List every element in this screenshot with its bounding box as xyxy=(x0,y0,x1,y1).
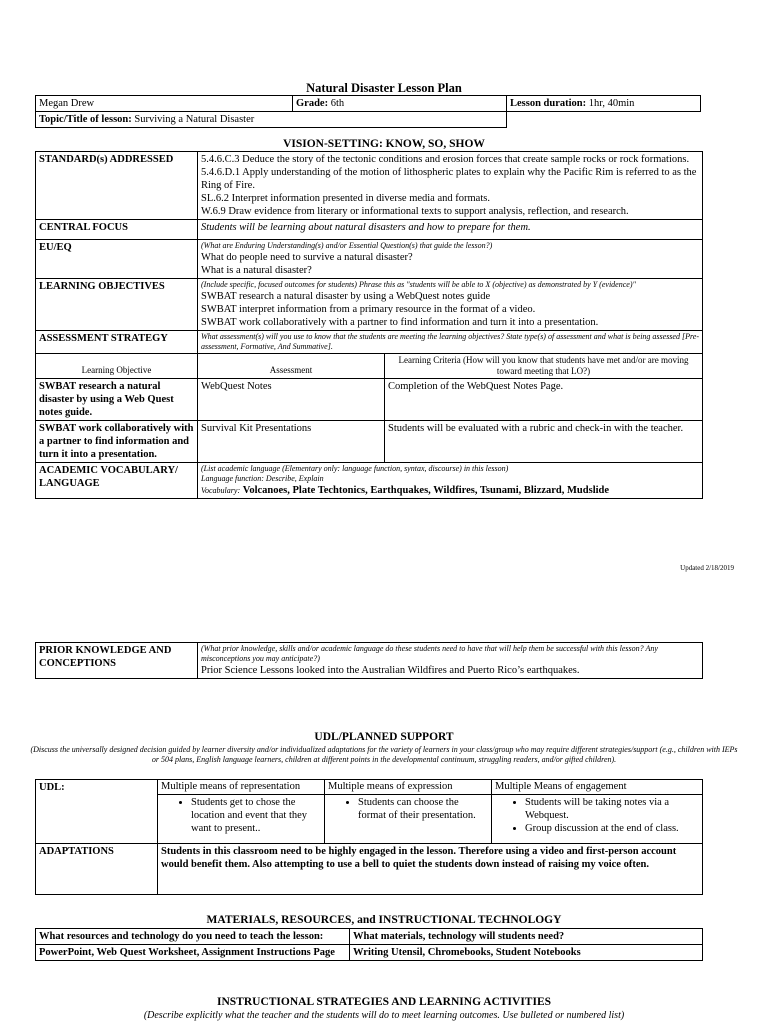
assessment-hint: What assessment(s) will you use to know that the students are meeting the learning objectives? State type(s) of assessment and what is being assessed [Pre-assessment, Formative, And Summative]. xyxy=(198,331,703,354)
vision-heading: VISION-SETTING: KNOW, SO, SHOW xyxy=(283,138,485,150)
vocab-hint: (List academic language (Elementary only: language function, syntax, discourse) in this lesson) xyxy=(201,464,509,473)
adaptations-label: ADAPTATIONS xyxy=(36,844,158,895)
table-row xyxy=(36,421,703,463)
list-item: • Students can choose the format of their presentation. xyxy=(358,796,488,822)
objectives-cell xyxy=(198,279,703,331)
udl-col2 xyxy=(325,795,492,844)
col-header-assessment: Assessment xyxy=(198,354,385,379)
header-table xyxy=(35,95,701,128)
duration-label: Lesson duration: xyxy=(510,98,587,109)
objective-item: SWBAT work collaboratively with a partner to find information and turn it into a presentation. xyxy=(201,317,599,328)
materials-heading: MATERIALS, RESOURCES, and INSTRUCTIONAL TECHNOLOGY xyxy=(206,914,562,926)
adaptations-text: Students in this classroom need to be highly engaged in the lesson. Therefore using a video and first-person account would benefit them. Also attempting to use a bell to quiet the students down instead of raising my voice often. xyxy=(158,844,703,895)
materials-question-students: What materials, technology will students need? xyxy=(350,929,703,945)
udl-hint: (Discuss the universally designed decision guided by learner diversity and/or individualized adaptations for the variety of learners in your class/group who may require different strategies/support (e.g., children with IEPs or 504 plans, English language learners, children at different points in the developmental continuum, struggling readers, and/or gifted children). xyxy=(30,745,738,764)
eueq-line: What is a natural disaster? xyxy=(201,265,312,276)
strategies-heading: INSTRUCTIONAL STRATEGIES AND LEARNING ACTIVITIES xyxy=(216,996,552,1008)
udl-table xyxy=(35,779,703,895)
list-item: • Students will be taking notes via a Webquest. xyxy=(525,796,699,822)
col-header-objective: Learning Objective xyxy=(36,354,198,379)
udl-col1 xyxy=(158,795,325,844)
vision-table xyxy=(35,151,703,499)
standard-item: SL.6.2 Interpret information presented in diverse media and formats. xyxy=(201,193,490,204)
row-criteria: Completion of the WebQuest Notes Page. xyxy=(385,379,703,421)
vocab-label: ACADEMIC VOCABULARY/ LANGUAGE xyxy=(36,463,198,499)
udl-col3 xyxy=(492,795,703,844)
list-item: • Group discussion at the end of class. xyxy=(525,822,699,835)
page-title: Natural Disaster Lesson Plan xyxy=(306,81,462,95)
row-objective: SWBAT work collaboratively with a partner to find information and turn it into a presentation. xyxy=(36,421,198,463)
list-item: • Students get to chose the location and event that they want to present.. xyxy=(191,796,321,835)
prior-label: PRIOR KNOWLEDGE AND CONCEPTIONS xyxy=(36,643,198,679)
table-row xyxy=(36,379,703,421)
objectives-label: LEARNING OBJECTIVES xyxy=(36,279,198,331)
objective-item: SWBAT research a natural disaster by using a WebQuest notes guide xyxy=(201,291,491,302)
row-assessment: Survival Kit Presentations xyxy=(198,421,385,463)
materials-answer-teacher: PowerPoint, Web Quest Worksheet, Assignment Instructions Page xyxy=(36,945,350,961)
updated-date: Updated 2/18/2019 xyxy=(680,564,734,572)
udl-heading: UDL/PLANNED SUPPORT xyxy=(314,731,454,743)
vocab-function: Language function: Describe, Explain xyxy=(201,474,324,483)
vocab-prefix: Vocabulary: xyxy=(201,486,241,495)
vocab-words: Volcanoes, Plate Techtonics, Earthquakes, Wildfires, Tsunami, Blizzard, Mudslide xyxy=(242,485,610,496)
central-focus-label: CENTRAL FOCUS xyxy=(36,220,198,240)
col-header-criteria: Learning Criteria (How will you know that students have met and/or are moving toward meeting that LO?) xyxy=(385,354,703,379)
grade-label: Grade: xyxy=(296,98,329,109)
duration-value: 1hr, 40min xyxy=(588,98,635,109)
assessment-label: ASSESSMENT STRATEGY xyxy=(36,331,198,354)
materials-table xyxy=(35,928,703,961)
grade-cell xyxy=(293,96,507,112)
row-assessment: WebQuest Notes xyxy=(198,379,385,421)
standards-label: STANDARD(s) ADDRESSED xyxy=(36,152,198,220)
prior-hint: (What prior knowledge, skills and/or academic language do these students need to have that will help them be successful with this lesson? Any misconceptions you may anticipate?) xyxy=(201,644,658,663)
materials-question-teacher: What resources and technology do you need to teach the lesson: xyxy=(36,929,350,945)
central-focus-text: Students will be learning about natural disasters and how to prepare for them. xyxy=(198,220,703,240)
row-criteria: Students will be evaluated with a rubric and check-in with the teacher. xyxy=(385,421,703,463)
duration-cell xyxy=(507,96,701,112)
standard-item: 5.4.6.D.1 Apply understanding of the motion of lithospheric plates to explain why the Pacific Rim is referred to as the Ring of Fire. xyxy=(201,167,697,191)
teacher-name: Megan Drew xyxy=(36,96,293,112)
standard-item: 5.4.6.C.3 Deduce the story of the tectonic conditions and erosion forces that create sample rocks or rock formations. xyxy=(201,154,690,165)
materials-answer-students: Writing Utensil, Chromebooks, Student Notebooks xyxy=(350,945,703,961)
row-objective: SWBAT research a natural disaster by using a Web Quest notes guide. xyxy=(36,379,198,421)
prior-cell xyxy=(198,643,703,679)
eueq-line: What do people need to survive a natural disaster? xyxy=(201,252,413,263)
standard-item: W.6.9 Draw evidence from literary or informational texts to support analysis, reflection, and research. xyxy=(201,206,629,217)
vocab-cell xyxy=(198,463,703,499)
eueq-label: EU/EQ xyxy=(36,240,198,279)
grade-value: 6th xyxy=(330,98,345,109)
strategies-hint: (Describe explicitly what the teacher and the students will do to meet learning outcomes. Use bulleted or numbered list) xyxy=(143,1010,625,1021)
objectives-hint: (Include specific, focused outcomes for students) Phrase this as "students will be able to X (objective) as demonstrated by Y (evidence)" xyxy=(201,280,636,289)
topic-value: Surviving a Natural Disaster xyxy=(134,114,255,125)
topic-label: Topic/Title of lesson: xyxy=(39,114,132,125)
prior-text: Prior Science Lessons looked into the Australian Wildfires and Puerto Rico’s earthquakes. xyxy=(201,665,580,676)
eueq-hint: (What are Enduring Understanding(s) and/or Essential Question(s) that guide the lesson?) xyxy=(201,241,493,250)
standards-cell xyxy=(198,152,703,220)
udl-label: UDL: xyxy=(36,780,158,844)
prior-table xyxy=(35,642,703,679)
udl-col-header: Multiple means of representation xyxy=(158,780,325,795)
objective-item: SWBAT interpret information from a primary resource in the format of a video. xyxy=(201,304,536,315)
topic-cell xyxy=(36,112,507,128)
udl-col-header: Multiple means of expression xyxy=(325,780,492,795)
eueq-cell xyxy=(198,240,703,279)
udl-col-header: Multiple Means of engagement xyxy=(492,780,703,795)
